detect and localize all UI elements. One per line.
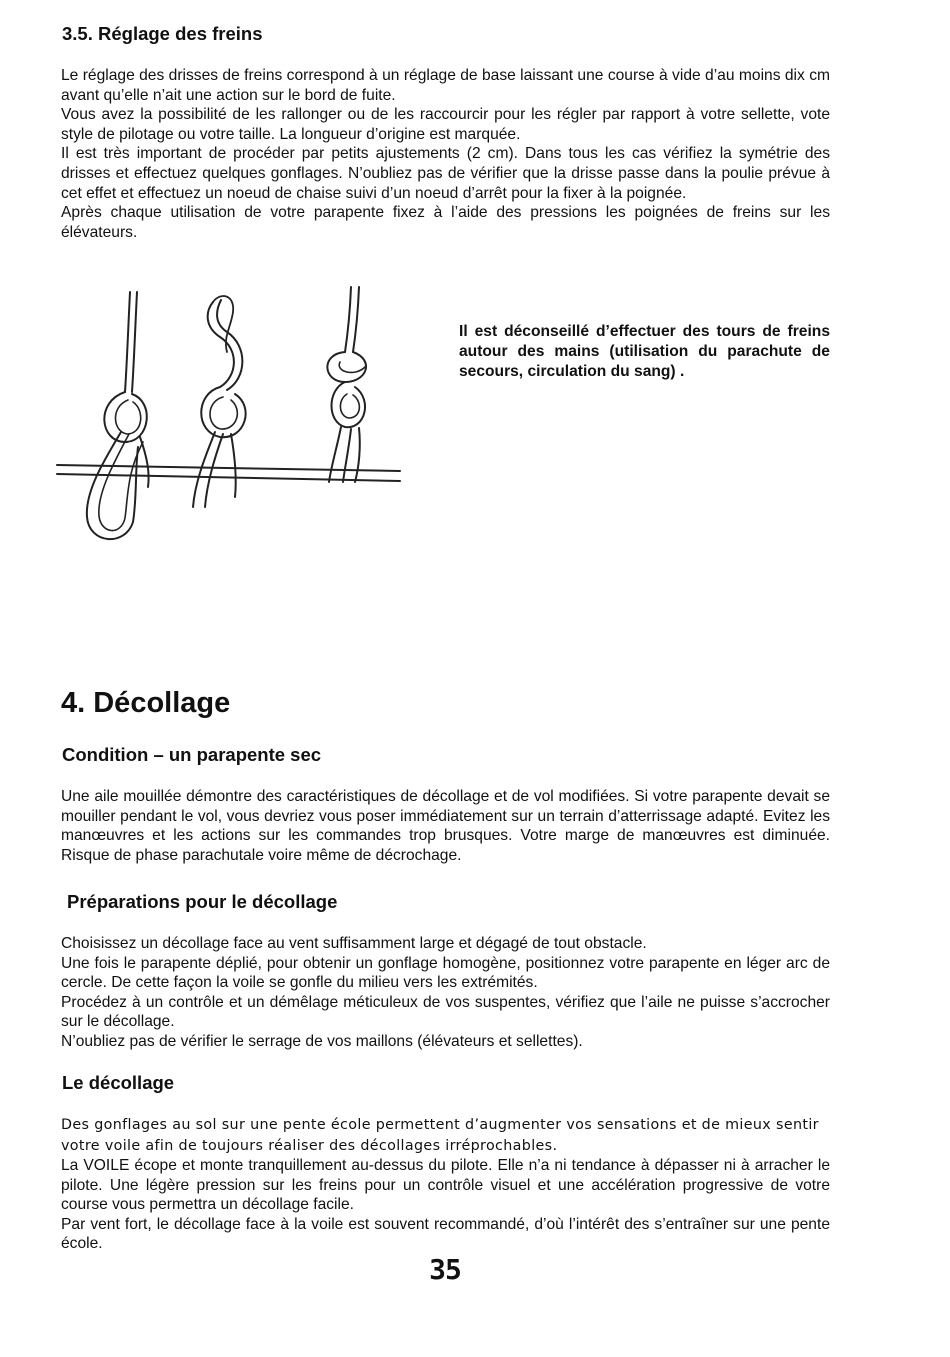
- paragraph: Choisissez un décollage face au vent suffisamment large et dégagé de tout obstacle.: [61, 935, 647, 952]
- knot-2-drawing: [193, 296, 246, 507]
- warning-note: Il est déconseillé d’effectuer des tours de freins autour des mains (utilisation du parachute de secours, circulation du sang) .: [459, 323, 830, 380]
- paragraph: Une fois le parapente déplié, pour obtenir un gonflage homogène, positionnez votre parapente en léger arc de cercle. De cette façon la voile se gonfle du milieu vers les extrémités.: [61, 954, 830, 992]
- brake-knot-illustration: [55, 282, 405, 552]
- paragraph: Après chaque utilisation de votre parapente fixez à l’aide des pressions les poignées de freins sur les élévateurs.: [61, 204, 830, 241]
- paragraph: Des gonflages au sol sur une pente école permettent d’augmenter vos sensations et de mieux sentir votre voile afin de toujours réaliser des décollages irréprochables.: [61, 1117, 819, 1154]
- knot-3-drawing: [327, 287, 366, 482]
- knot-1-drawing: [87, 292, 149, 539]
- preparations-body: [61, 934, 830, 1052]
- paragraph: Procédez à un contrôle et un démêlage méticuleux de vos suspentes, vérifiez que l’aile ne puisse s’accrocher sur le décollage.: [61, 993, 830, 1031]
- paragraph: Il est très important de procéder par petits ajustements (2 cm). Dans tous les cas vérifiez la symétrie des drisses et effectuez quelques gonflages. N’oubliez pas de vérifier que la drisse passe dans la poulie prévue à cet effet et effectuez un noeud de chaise suivi d’un noeud d’arrêt pour la fixer à la poignée.: [61, 145, 830, 202]
- paragraph: La VOILE écope et monte tranquillement au-dessus du pilote. Elle n’a ni tendance à dépasser ni à arracher le pilote. Une légère pression sur les freins pour un contrôle visuel et une accélération progressive de votre course vous permettra un décollage facile.: [61, 1157, 830, 1214]
- takeoff-title: Le décollage: [62, 1072, 175, 1093]
- paragraph: Une aile mouillée démontre des caractéristiques de décollage et de vol modifiées. Si votre parapente devait se mouiller pendant le vol, vous devriez vous poser immédiatement sur un terrain d’atterrissage adapté. Evitez les manœuvres et les actions sur les commandes trop brusques. Votre marge de manœuvres est diminuée. Risque de phase parachutale voire même de décrochage.: [61, 788, 830, 864]
- paragraph: Le réglage des drisses de freins correspond à un réglage de base laissant une course à vide d’au moins dix cm avant qu’elle n’ait une action sur le bord de fuite.: [61, 67, 830, 104]
- preparations-title: Préparations pour le décollage: [67, 891, 338, 912]
- section-3-5-body: [61, 66, 830, 242]
- takeoff-body: [61, 1115, 830, 1254]
- section-4-title: 4. Décollage: [61, 687, 231, 719]
- paragraph: Par vent fort, le décollage face à la voile est souvent recommandé, d’où l’intérêt des s’entraîner sur une pente école.: [61, 1215, 830, 1253]
- condition-title: Condition – un parapente sec: [62, 744, 322, 765]
- section-3-5-title: 3.5. Réglage des freins: [62, 23, 263, 44]
- condition-body: [61, 787, 830, 865]
- paragraph: N’oubliez pas de vérifier le serrage de vos maillons (élévateurs et sellettes).: [61, 1032, 583, 1050]
- paragraph: Vous avez la possibilité de les rallonger ou de les raccourcir pour les régler par rapport à votre sellette, vote style de pilotage ou votre taille. La longueur d’origine est marquée.: [61, 106, 830, 143]
- page-number: 35: [429, 1253, 461, 1286]
